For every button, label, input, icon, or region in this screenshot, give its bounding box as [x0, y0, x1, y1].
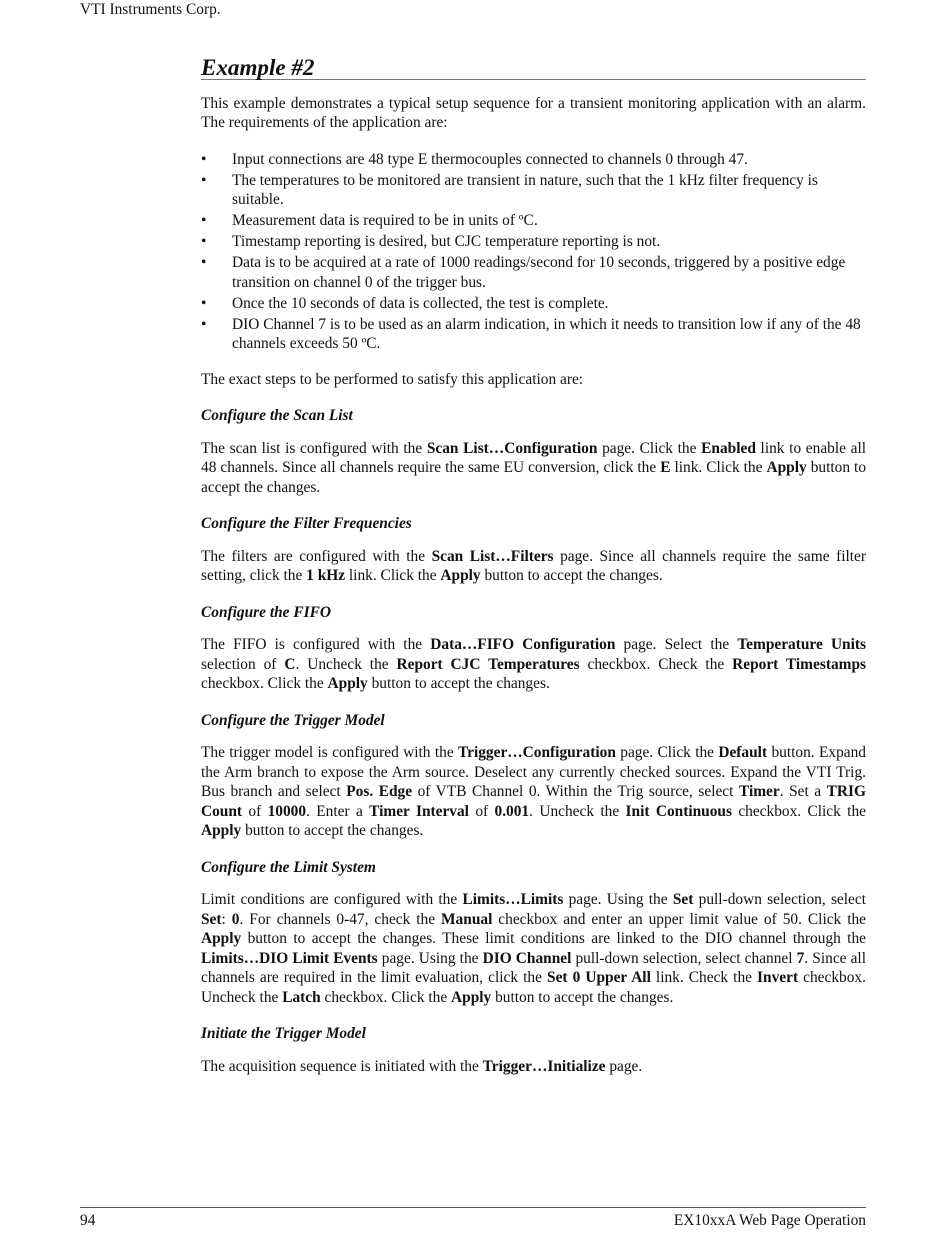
- bold-term: 1 kHz: [306, 567, 346, 584]
- text-run: button to accept the changes.: [480, 567, 663, 584]
- steps-intro: The exact steps to be performed to satisfy this application are:: [201, 370, 584, 388]
- bold-term: Scan List…Filters: [431, 547, 554, 565]
- text-run: . Uncheck the: [529, 802, 626, 820]
- section-heading: Initiate the Trigger Model: [201, 1025, 366, 1042]
- requirement-text: Once the 10 seconds of data is collected, the test is complete.: [232, 294, 609, 312]
- section-heading: Configure the Limit System: [201, 858, 376, 876]
- bold-term: Scan List…Configuration: [426, 439, 598, 457]
- bold-term: Set: [672, 891, 694, 908]
- requirement-text: Input connections are 48 type E thermocouples connected to channels 0 through 47.: [232, 150, 748, 168]
- requirement-text: The temperatures to be monitored are transient in nature, such that the 1 kHz filter frequency is suitable.: [232, 171, 818, 208]
- bold-term: Apply: [451, 988, 492, 1006]
- text-run: The scan list is configured with the: [201, 439, 427, 457]
- requirement-item: [201, 253, 866, 292]
- bullet-icon: •: [201, 233, 207, 250]
- text-run: button to accept the changes.: [241, 822, 424, 839]
- text-run: page. Click the: [597, 439, 702, 457]
- text-run: selection of: [201, 655, 285, 673]
- footer-rule: [80, 1207, 866, 1208]
- requirement-item: [201, 232, 866, 252]
- bold-term: Trigger…Configuration: [458, 744, 616, 761]
- section-paragraph: [201, 439, 866, 498]
- footer-page-number: 94: [80, 1212, 96, 1229]
- text-run: link to enable all 48 channels. Since all channels require the same EU conversion, click the: [201, 439, 867, 476]
- bold-term: Timer Interval: [369, 802, 469, 820]
- bold-term: Data…FIFO Configuration: [430, 636, 616, 653]
- text-run: checkbox. Click the: [731, 802, 866, 820]
- bullet-icon: •: [201, 294, 207, 312]
- text-run: checkbox and enter an upper limit value of 50. Click the: [492, 910, 866, 928]
- text-run: . Since all channels are required in the limit evaluation, click the: [201, 949, 866, 986]
- section-paragraph: [201, 1057, 866, 1077]
- bullet-icon: •: [201, 150, 207, 168]
- requirement-item: [201, 315, 866, 354]
- bold-term: Invert: [757, 969, 799, 986]
- bold-term: Default: [718, 744, 768, 761]
- bullet-icon: •: [201, 315, 207, 333]
- sections: [201, 406, 866, 1076]
- bold-term: TRIG Count: [201, 783, 866, 820]
- section-paragraph: [201, 635, 866, 694]
- bold-term: 0.001: [494, 802, 530, 820]
- section-heading: Configure the Filter Frequencies: [201, 515, 412, 532]
- bold-term: 7: [796, 949, 805, 967]
- requirement-text: Timestamp reporting is desired, but CJC temperature reporting is not.: [232, 233, 661, 250]
- bold-term: Latch: [282, 988, 321, 1006]
- text-run: The trigger model is configured with the: [201, 744, 458, 761]
- text-run: page. Using the: [563, 891, 673, 908]
- text-run: button to accept the changes. These limit conditions are linked to the DIO channel through the: [241, 930, 866, 947]
- example-title: Example #2: [201, 58, 866, 80]
- text-run: page. Select the: [615, 636, 738, 653]
- bold-term: Init Continuous: [625, 802, 732, 820]
- text-run: . For channels 0-47, check the: [239, 910, 442, 928]
- bold-term: Apply: [440, 567, 481, 584]
- footer-doc-title: EX10xxA Web Page Operation: [673, 1212, 866, 1229]
- bold-term: Temperature Units: [737, 636, 867, 653]
- requirement-item: [201, 211, 866, 231]
- text-run: page. Since all channels require the same filter setting, click the: [201, 547, 866, 584]
- bold-term: Limits…Limits: [462, 891, 564, 908]
- text-run: link. Click the: [345, 567, 441, 584]
- bold-term: Limits…DIO Limit Events: [201, 949, 378, 967]
- text-run: pull-down selection, select: [693, 891, 866, 908]
- requirement-item: [201, 150, 866, 170]
- bold-term: Pos. Edge: [346, 783, 413, 800]
- section-heading: Configure the Scan List: [201, 407, 353, 424]
- text-run: . Set a: [779, 783, 827, 800]
- text-run: checkbox. Click the: [201, 675, 328, 692]
- text-run: checkbox. Click the: [320, 988, 452, 1006]
- text-run: The acquisition sequence is initiated with the: [201, 1057, 483, 1075]
- text-run: page. Using the: [377, 949, 483, 967]
- requirement-item: [201, 171, 866, 210]
- text-run: Limit conditions are configured with the: [201, 891, 463, 908]
- requirements-list: [201, 150, 866, 354]
- section-heading: Configure the FIFO: [201, 603, 331, 621]
- text-run: link. Click the: [670, 459, 767, 476]
- text-run: of: [468, 802, 495, 820]
- section-heading: Configure the Trigger Model: [201, 711, 385, 729]
- bullet-icon: •: [201, 171, 207, 189]
- requirement-item: [201, 294, 866, 314]
- requirement-text: Measurement data is required to be in units of ºC.: [232, 212, 538, 229]
- bullet-icon: •: [201, 212, 207, 229]
- bold-term: Apply: [201, 930, 242, 947]
- requirement-text: DIO Channel 7 is to be used as an alarm indication, in which it needs to transition low if any of the 48 channels exceeds 50 ºC.: [232, 315, 861, 352]
- text-run: pull-down selection, select channel: [571, 949, 797, 967]
- text-run: button. Expand the Arm branch to expose the Arm source. Deselect any currently checked sources. Expand the VTI Trig. Bus branch and select: [201, 744, 866, 800]
- text-run: of VTB Channel 0. Within the Trig source, select: [412, 783, 739, 800]
- text-run: button to accept the changes.: [367, 675, 550, 692]
- bold-term: Set 0 Upper All: [547, 969, 651, 986]
- bold-term: Report CJC Temperatures: [396, 655, 580, 673]
- bold-term: DIO Channel: [482, 949, 572, 967]
- text-run: button to accept the changes.: [201, 459, 867, 496]
- bullet-icon: •: [201, 254, 207, 271]
- text-run: link. Check the: [650, 969, 758, 986]
- bold-term: Report Timestamps: [732, 655, 867, 673]
- requirement-text: Data is to be acquired at a rate of 1000 readings/second for 10 seconds, triggered by a positive edge transition on channel 0 of the trigger bus.: [232, 254, 846, 291]
- text-run: checkbox. Uncheck the: [201, 969, 866, 1006]
- text-run: :: [221, 910, 232, 928]
- section-paragraph: [201, 743, 866, 841]
- text-run: page. Click the: [615, 744, 719, 761]
- bold-term: Apply: [201, 822, 242, 839]
- text-run: The FIFO is configured with the: [201, 636, 431, 653]
- bold-term: Timer: [738, 783, 780, 800]
- example-intro: This example demonstrates a typical setup sequence for a transient monitoring application with an alarm. The requirements of the application are:: [201, 94, 866, 131]
- bold-term: Apply: [327, 675, 368, 692]
- page-content: [201, 54, 867, 1076]
- text-run: . Uncheck the: [295, 655, 397, 673]
- bold-term: Trigger…Initialize: [482, 1057, 606, 1075]
- bold-term: 0: [231, 910, 240, 928]
- bold-term: 10000: [267, 802, 307, 820]
- section-paragraph: [201, 547, 866, 586]
- text-run: button to accept the changes.: [491, 988, 674, 1006]
- text-run: . Enter a: [306, 802, 370, 820]
- header-company: VTI Instruments Corp.: [80, 1, 221, 18]
- section-paragraph: [201, 890, 866, 1007]
- bold-term: Manual: [441, 910, 493, 928]
- text-run: page.: [605, 1057, 643, 1075]
- bold-term: Set: [201, 910, 222, 928]
- text-run: checkbox. Check the: [579, 655, 733, 673]
- bold-term: Apply: [766, 459, 807, 476]
- text-run: The filters are configured with the: [201, 547, 432, 565]
- bold-term: C: [284, 655, 296, 673]
- bold-term: Enabled: [701, 439, 756, 457]
- bold-term: E: [660, 459, 671, 476]
- text-run: of: [242, 802, 268, 820]
